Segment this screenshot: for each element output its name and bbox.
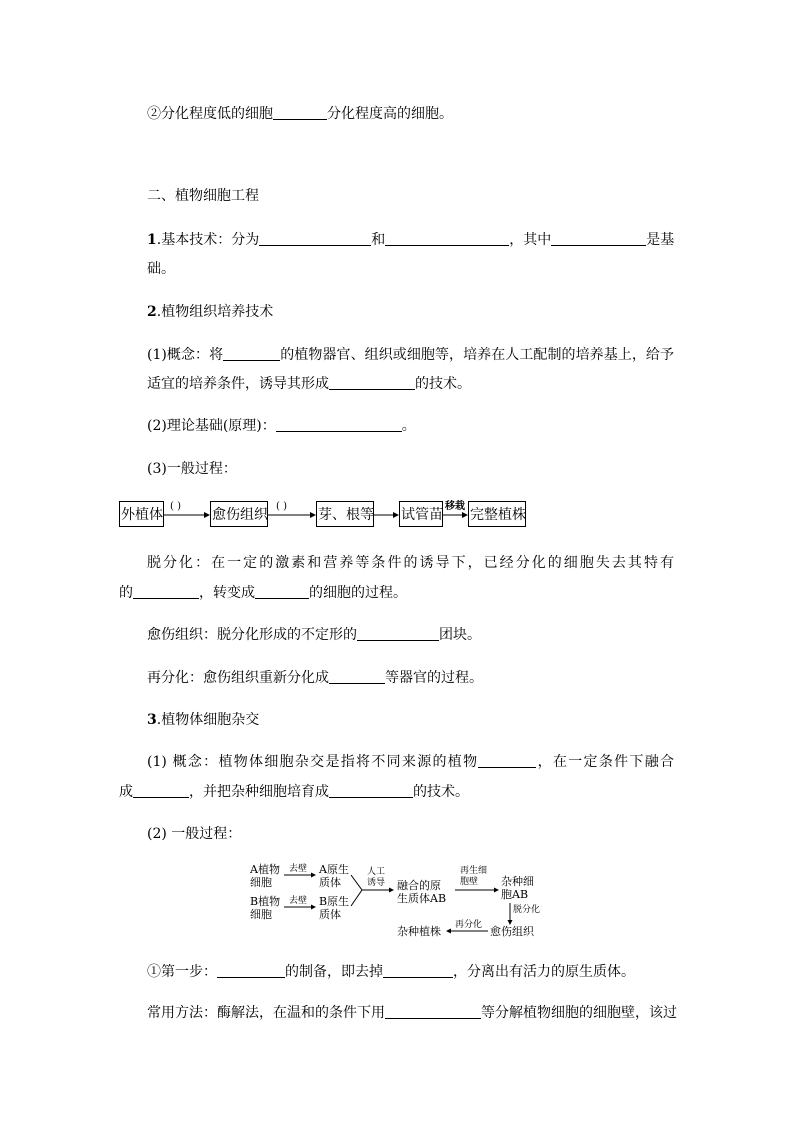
text: 等器官的过程。 (385, 670, 483, 686)
box-plantlet: 试管苗 (399, 501, 443, 527)
label-dediff: 脱分化 (513, 905, 541, 915)
box-buds-roots: 芽、根等 (316, 501, 374, 527)
text: 是基 (646, 232, 675, 248)
text: 适宜的培养条件，诱导其形成 (147, 376, 329, 392)
a-plant-cell: A植物 细胞 (250, 863, 280, 889)
a-protoplast: A原生 质体 (319, 863, 349, 889)
section-title: 二、植物细胞工程 (147, 188, 259, 204)
text: 愈伤组织：脱分化形成的不定形的 (147, 627, 357, 643)
item-number: 2 (147, 304, 157, 320)
line-step1 (147, 962, 635, 982)
callus-node: 愈伤组织 (490, 925, 534, 938)
text: 的细胞的过程。 (309, 585, 407, 601)
label-remove-wall-b: 去壁 (289, 896, 308, 906)
text: ②分化程度低的细胞 (147, 106, 273, 122)
text: ，分离出有活力的原生质体。 (453, 964, 635, 980)
box-callus: 愈伤组织 (210, 501, 268, 527)
b-protoplast: B原生 质体 (319, 895, 350, 921)
item-number: 3 (147, 712, 157, 728)
text: 等分解植物细胞的细胞壁，该过 (481, 1005, 677, 1021)
blank (383, 963, 453, 978)
label-remove-wall-a: 去壁 (289, 864, 308, 874)
arrow-label-2: ( ) (276, 501, 287, 512)
arrow-label-1: ( ) (170, 501, 181, 512)
arrow-label-transplant: 移栽 (445, 501, 465, 512)
box-explant: 外植体 (119, 501, 164, 527)
text: 的植物器官、组织或细胞等，培养在人工配制的培养基上，给予 (280, 347, 674, 363)
box-whole-plant: 完整植株 (468, 501, 526, 527)
text: 的制备，即去掉 (285, 964, 383, 980)
hybrid-cell: 杂种细 胞AB (501, 875, 534, 901)
text: .植物组织培养技术 (156, 304, 274, 320)
text: 团块。 (439, 627, 481, 643)
item-number: 1 (147, 232, 157, 248)
text: 的 (119, 585, 133, 601)
line-dediff: 脱分化：在一定的激素和营养等条件的诱导下，已经分化的细胞失去其特有 (147, 555, 674, 571)
b-plant-cell: B植物 细胞 (250, 895, 281, 921)
text: ，在一定条件下融合 (536, 754, 675, 770)
text: (2)理论基础(原理)： (147, 418, 276, 434)
fused-protoplast: 融合的原 生质体AB (397, 879, 447, 905)
hybrid-plant: 杂种植株 (397, 925, 441, 938)
text: 。 (401, 418, 416, 434)
text: ，并把杂种细胞培育成 (189, 784, 329, 800)
text: (1)概念：将 (147, 347, 224, 363)
text: 常用方法：酶解法，在温和的条件下用 (147, 1005, 385, 1021)
line-method (147, 1003, 677, 1023)
text: 分化程度高的细胞。 (327, 106, 453, 122)
text: (1) 概念：植物体细胞杂交是指将不同来源的植物 (147, 754, 479, 770)
text: 成 (119, 784, 133, 800)
text: ，转变成 (199, 585, 255, 601)
text: .基本技术：分为 (156, 232, 260, 248)
line-basic-tech-cont: 础。 (147, 261, 175, 277)
blank (385, 1004, 481, 1019)
text: .植物体细胞杂交 (156, 712, 260, 728)
line-fusion-process-label: (2) 一般过程： (147, 826, 242, 842)
text: ，其中 (509, 232, 552, 248)
label-rediff: 再分化 (455, 920, 483, 930)
text: 的技术。 (413, 784, 469, 800)
text: 再分化：愈伤组织重新分化成 (147, 670, 329, 686)
line-process-label: (3)一般过程： (147, 461, 237, 477)
text: 的技术。 (415, 376, 471, 392)
label-regen-wall: 再生细 胞壁 (460, 866, 488, 887)
blank (217, 963, 285, 978)
merge-arrow (351, 875, 362, 906)
text: 和 (371, 232, 386, 248)
label-induce: 人工 诱导 (367, 867, 386, 888)
text: ①第一步： (147, 964, 217, 980)
